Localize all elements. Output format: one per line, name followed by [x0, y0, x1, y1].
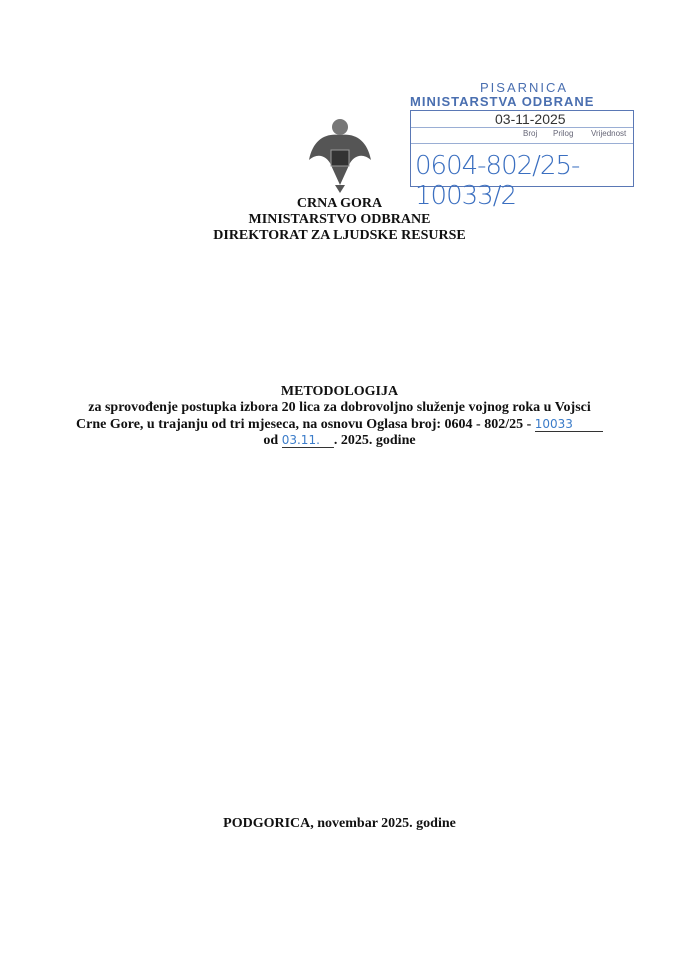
place-and-date: PODGORICA, novembar 2025. godine — [223, 816, 456, 831]
title-line-3: od 03.11. . 2025. godine — [263, 433, 416, 448]
stamp-ministry: MINISTARSTVA ODBRANE — [410, 94, 595, 109]
stamp-label-broj: Broj — [523, 129, 538, 138]
document-title: METODOLOGIJA — [280, 384, 399, 399]
title-line-2: Crne Gore, u trajanju od tri mjeseca, na osnovu Oglasa broj: 0604 - 802/25 - 10033 — [0, 416, 679, 433]
stamp-number: 0604-802/25-10033/2 — [415, 151, 580, 211]
stamp-label-prilog: Prilog — [553, 129, 574, 138]
stamp-office: PISARNICA — [480, 80, 569, 95]
handwritten-number: 10033 — [535, 417, 603, 432]
header-country: CRNA GORA — [296, 196, 383, 211]
registry-stamp — [410, 80, 635, 211]
header-ministry: MINISTARSTVO ODBRANE — [248, 212, 431, 227]
stamp-label-vrijednost: Vrijednost — [591, 129, 627, 138]
header-directorate: DIREKTORAT ZA LJUDSKE RESURSE — [213, 228, 466, 243]
coat-of-arms-icon — [305, 115, 375, 195]
stamp-grid — [410, 110, 634, 211]
title-line-1: za sprovođenje postupka izbora 20 lica za dobrovoljno služenje vojnog roka u Vojsci — [88, 400, 591, 415]
stamp-date: 03-11-2025 — [495, 111, 566, 127]
handwritten-date: 03.11. — [282, 433, 334, 448]
